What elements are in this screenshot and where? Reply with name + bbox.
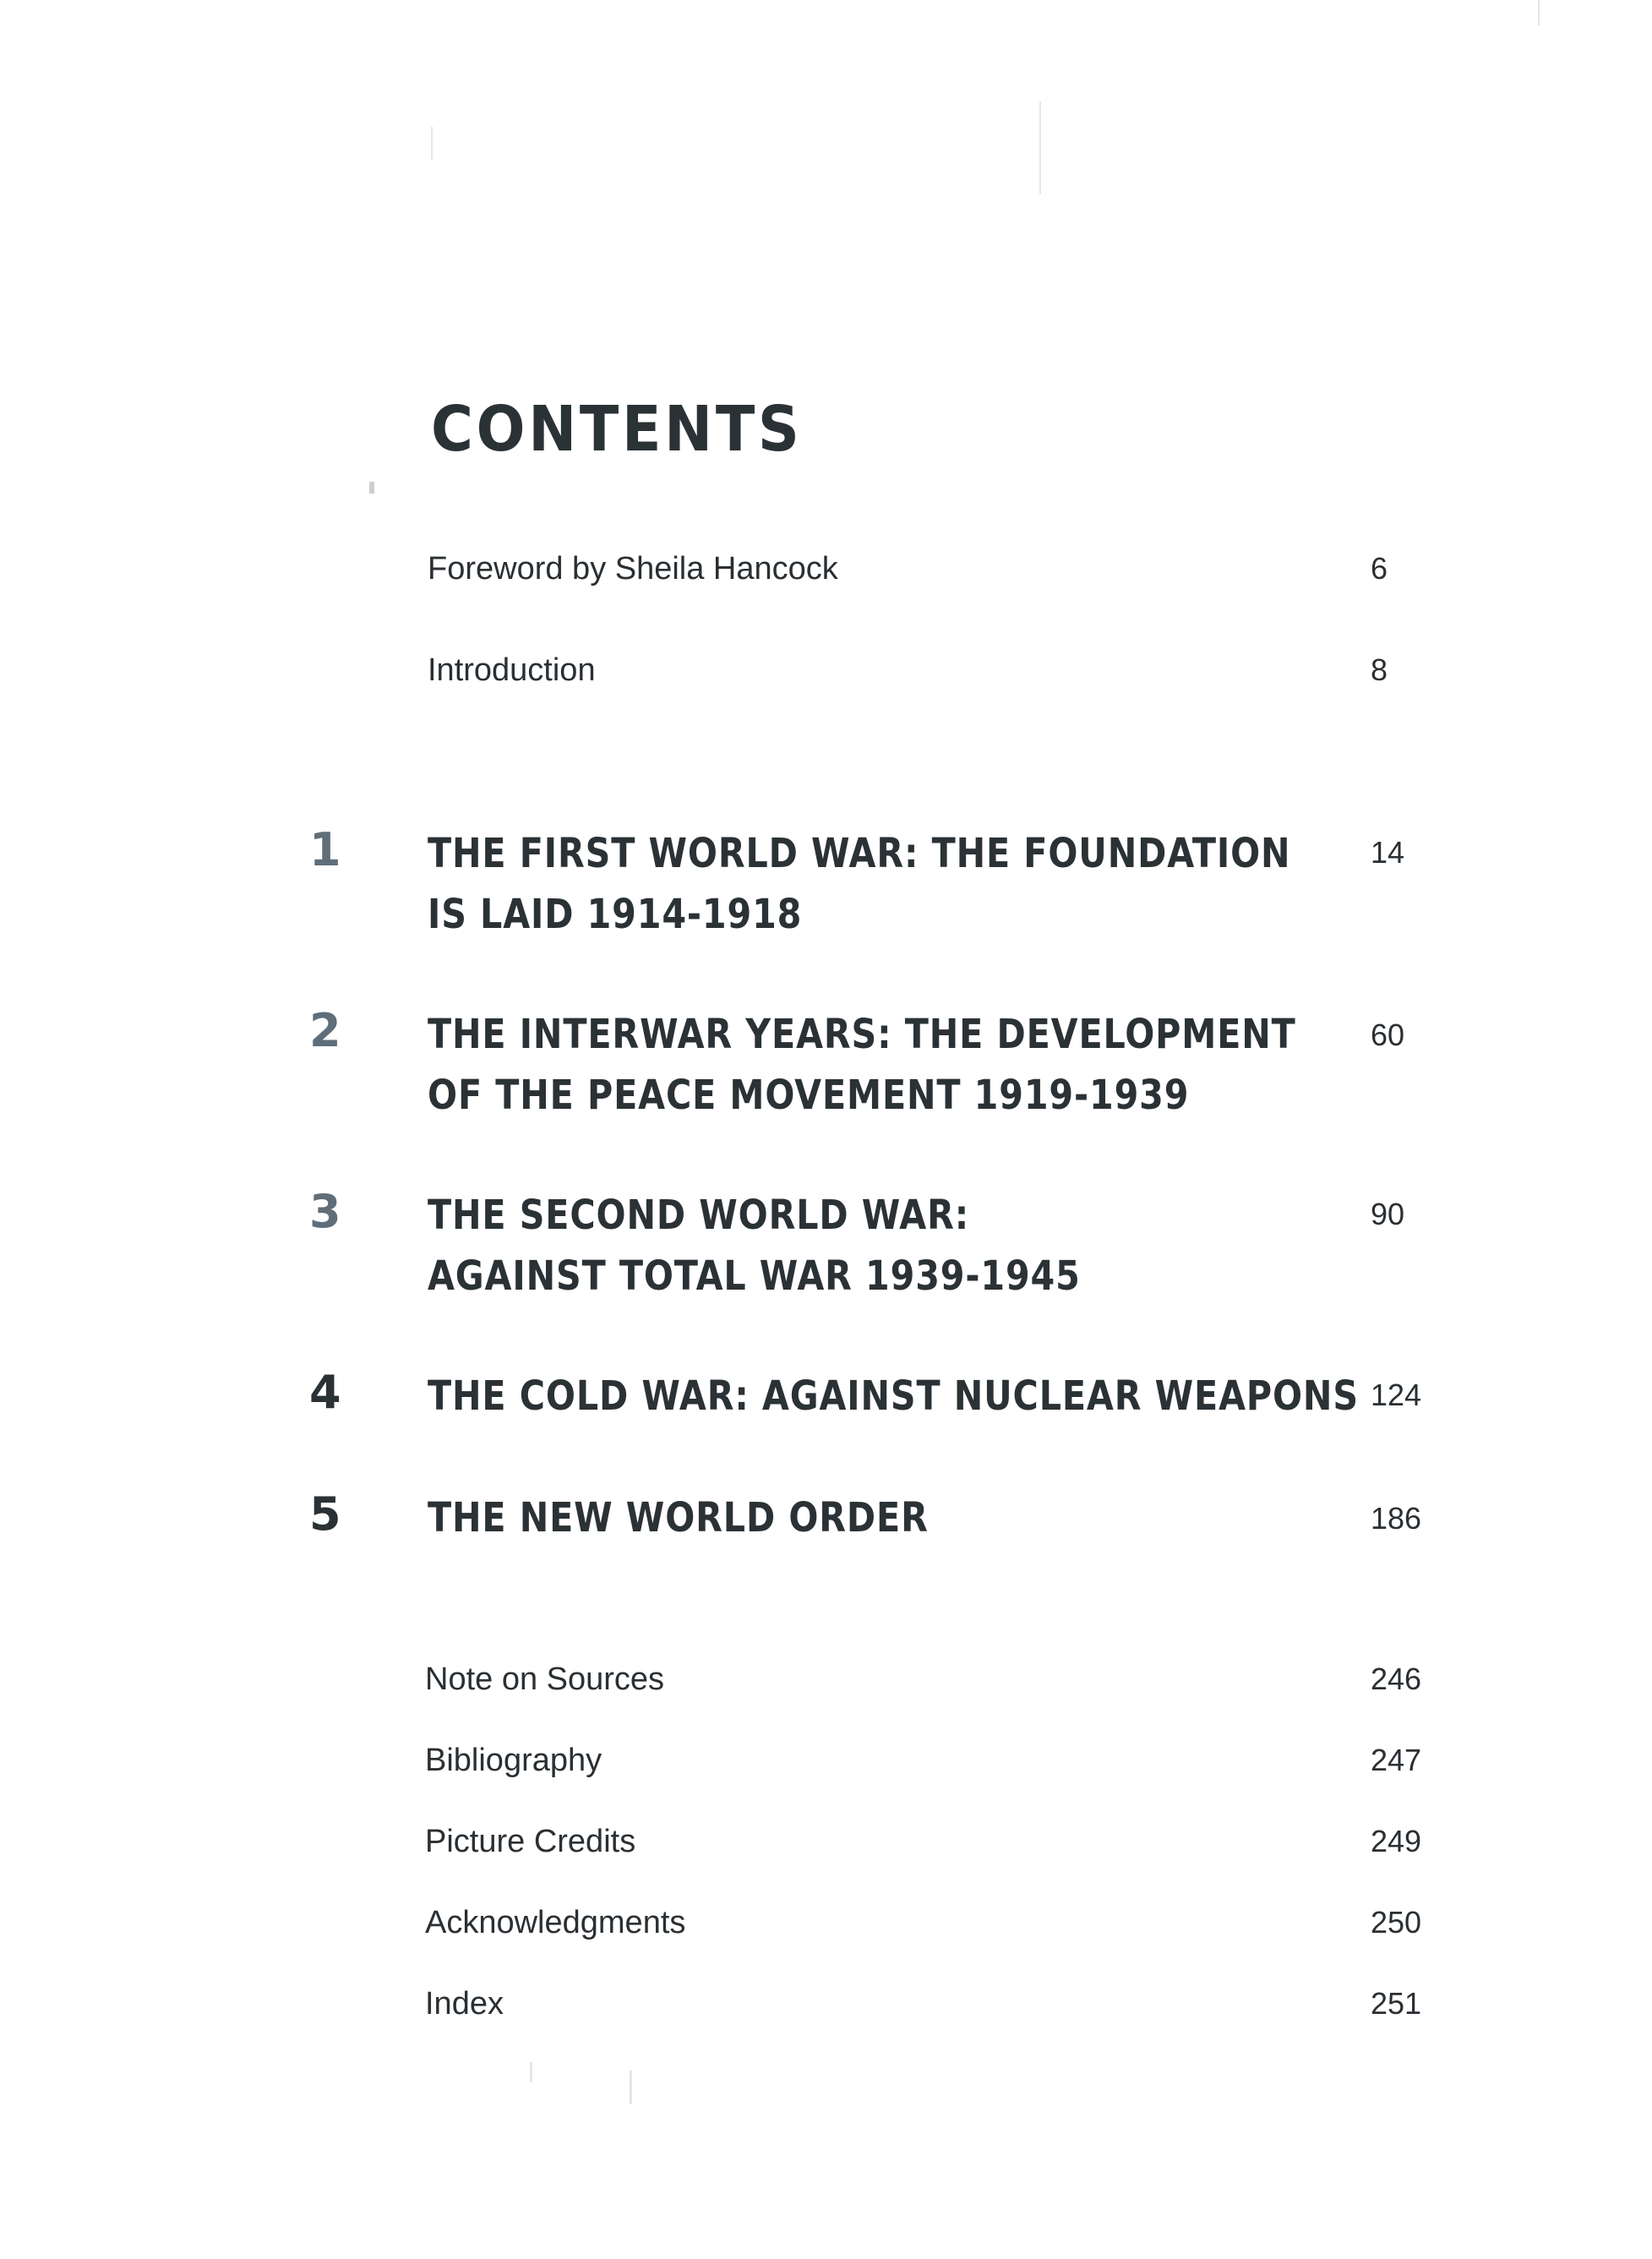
toc-entry-page: 6 (1371, 551, 1388, 586)
chapter-title-line: THE FIRST WORLD WAR: THE FOUNDATION (428, 830, 1291, 877)
chapter-title-line: IS LAID 1914-1918 (428, 891, 803, 938)
toc-entry-label: Picture Credits (425, 1824, 636, 1859)
toc-entry-page: 247 (1371, 1743, 1422, 1777)
toc-entry-page: 250 (1371, 1905, 1422, 1940)
scan-mark (630, 2071, 632, 2104)
toc-entry-page: 246 (1371, 1662, 1422, 1696)
toc-entry-page: 60 (1371, 1018, 1405, 1052)
chapter-title (428, 1487, 929, 1548)
chapter-title-line: OF THE PEACE MOVEMENT 1919-1939 (428, 1072, 1190, 1119)
toc-entry-page: 90 (1371, 1197, 1405, 1231)
toc-entry-page: 251 (1371, 1986, 1422, 2021)
toc-entry-label: Index (425, 1986, 504, 2022)
scan-mark (1039, 101, 1041, 194)
chapter-number: 3 (309, 1185, 341, 1238)
toc-entry-page: 249 (1371, 1824, 1422, 1858)
toc-entry-label: Note on Sources (425, 1662, 665, 1697)
chapter-title-line: THE COLD WAR: AGAINST NUCLEAR WEAPONS (428, 1372, 1359, 1420)
toc-entry-page: 8 (1371, 652, 1388, 687)
toc-entry-page: 14 (1371, 835, 1405, 870)
chapter-number: 5 (309, 1487, 341, 1541)
chapter-number: 4 (309, 1366, 341, 1419)
toc-entry-page: 186 (1371, 1501, 1422, 1536)
toc-entry-label: Foreword by Sheila Hancock (428, 551, 838, 587)
chapter-title-line: THE INTERWAR YEARS: THE DEVELOPMENT (428, 1011, 1296, 1058)
chapter-title-line: AGAINST TOTAL WAR 1939-1945 (428, 1252, 1081, 1300)
toc-entry-label: Bibliography (425, 1743, 602, 1778)
toc-entry-page: 124 (1371, 1378, 1422, 1412)
chapter-title (428, 1185, 1081, 1307)
chapter-number: 2 (309, 1004, 341, 1057)
scan-mark (431, 127, 433, 161)
chapter-title-line: THE NEW WORLD ORDER (428, 1494, 929, 1541)
scan-mark (530, 2062, 532, 2082)
page-title: CONTENTS (431, 392, 803, 466)
chapter-title (428, 1366, 1359, 1427)
toc-entry-label: Introduction (428, 652, 596, 688)
chapter-title-line: THE SECOND WORLD WAR: (428, 1192, 970, 1239)
chapter-title (428, 1004, 1296, 1126)
scan-mark (1538, 0, 1540, 25)
scan-mark (369, 482, 374, 494)
toc-entry-label: Acknowledgments (425, 1905, 686, 1940)
chapter-title (428, 823, 1290, 945)
chapter-number: 1 (309, 823, 341, 876)
